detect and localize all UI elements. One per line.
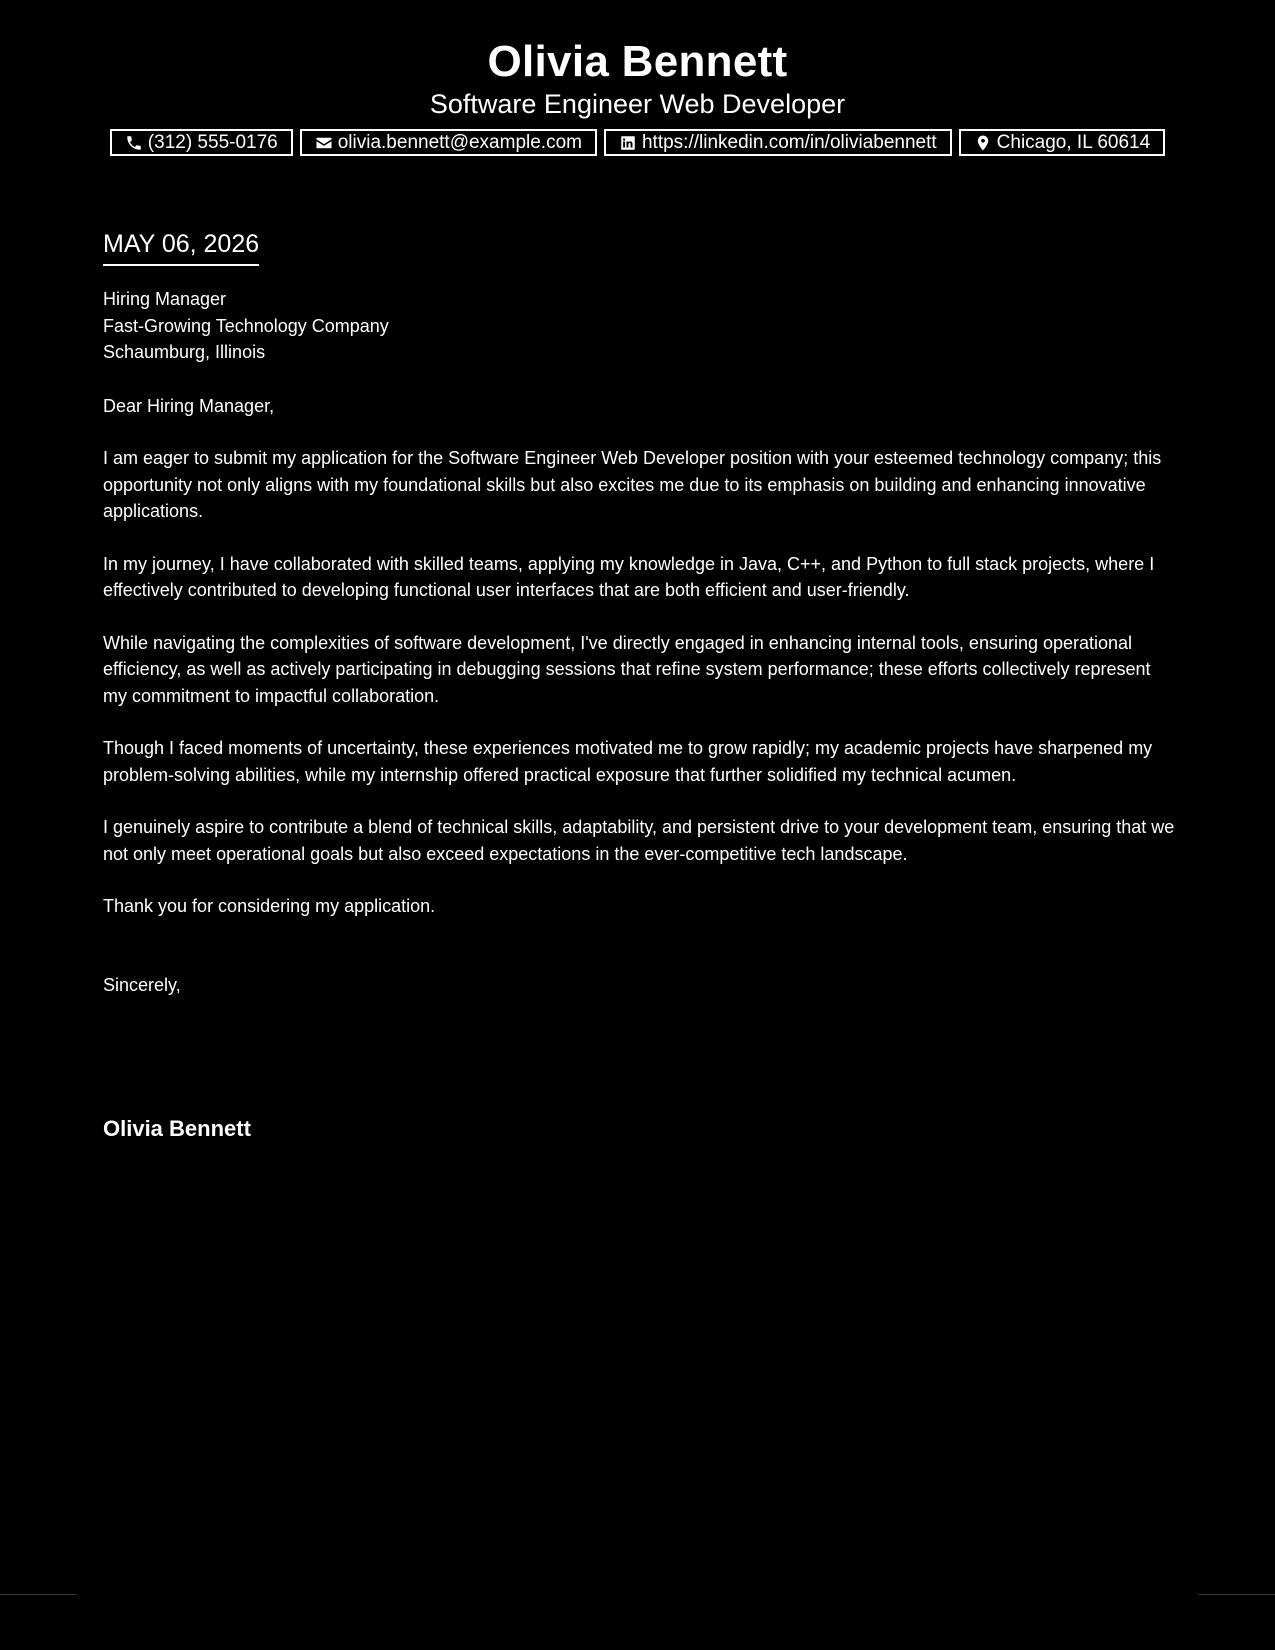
letter-header <box>0 36 1275 156</box>
linkedin-text: https://linkedin.com/in/oliviabennett <box>641 131 937 153</box>
envelope-icon <box>315 134 333 152</box>
paragraph: I am eager to submit my application for the Software Engineer Web Developer position with your esteemed technology company; this opportunity not only aligns with my foundational skills but also excites me due to its emphasis on building and enhancing innovative applications. <box>103 448 1162 521</box>
letter-body <box>103 226 1175 1143</box>
paragraph: I genuinely aspire to contribute a blend of technical skills, adaptability, and persistent drive to your development team, ensuring that we not only meet operational goals but also exceed expectations in the ever-competitive tech landscape. <box>103 817 1175 864</box>
paragraph: Though I faced moments of uncertainty, these experiences motivated me to grow rapidly; my academic projects have sharpened my problem-solving abilities, while my internship offered practical exposure that further solidified my technical acumen. <box>103 738 1153 785</box>
letter-date: MAY 06, 2026 <box>103 226 259 266</box>
footer-divider-left <box>0 1594 77 1595</box>
applicant-title: Software Engineer Web Developer <box>429 89 846 119</box>
recipient-company: Fast-Growing Technology Company <box>103 315 389 336</box>
paragraph: While navigating the complexities of software development, I've directly engaged in enhancing internal tools, ensuring operational efficiency, as well as actively participating in debugging sessions that refine system performance; these efforts collectively represent my commitment to impactful collaboration. <box>103 632 1151 706</box>
contact-linkedin[interactable] <box>604 129 952 156</box>
contact-location <box>959 129 1166 156</box>
location-text: Chicago, IL 60614 <box>996 131 1151 153</box>
applicant-name: Olivia Bennett <box>487 37 788 86</box>
phone-text: (312) 555-0176 <box>147 131 278 153</box>
contact-phone[interactable] <box>110 129 293 156</box>
signature-name: Olivia Bennett <box>103 1116 251 1141</box>
paragraph: Thank you for considering my application. <box>103 896 436 916</box>
recipient-block <box>103 286 1175 366</box>
paragraph: In my journey, I have collaborated with skilled teams, applying my knowledge in Java, C++, and Python to full stack projects, where I effectively contributed to developing functional user interfaces that are both efficient and user-friendly. <box>103 553 1155 600</box>
recipient-name: Hiring Manager <box>103 289 227 309</box>
map-marker-icon <box>974 134 992 152</box>
salutation: Dear Hiring Manager, <box>103 395 275 416</box>
contact-email[interactable] <box>300 129 597 156</box>
footer-divider-right <box>1198 1594 1275 1595</box>
closing: Sincerely, <box>103 974 181 995</box>
recipient-location: Schaumburg, Illinois <box>103 342 266 362</box>
email-text: olivia.bennett@example.com <box>337 131 582 153</box>
linkedin-icon <box>619 134 637 152</box>
contact-bar <box>0 129 1275 156</box>
phone-icon <box>125 134 143 152</box>
